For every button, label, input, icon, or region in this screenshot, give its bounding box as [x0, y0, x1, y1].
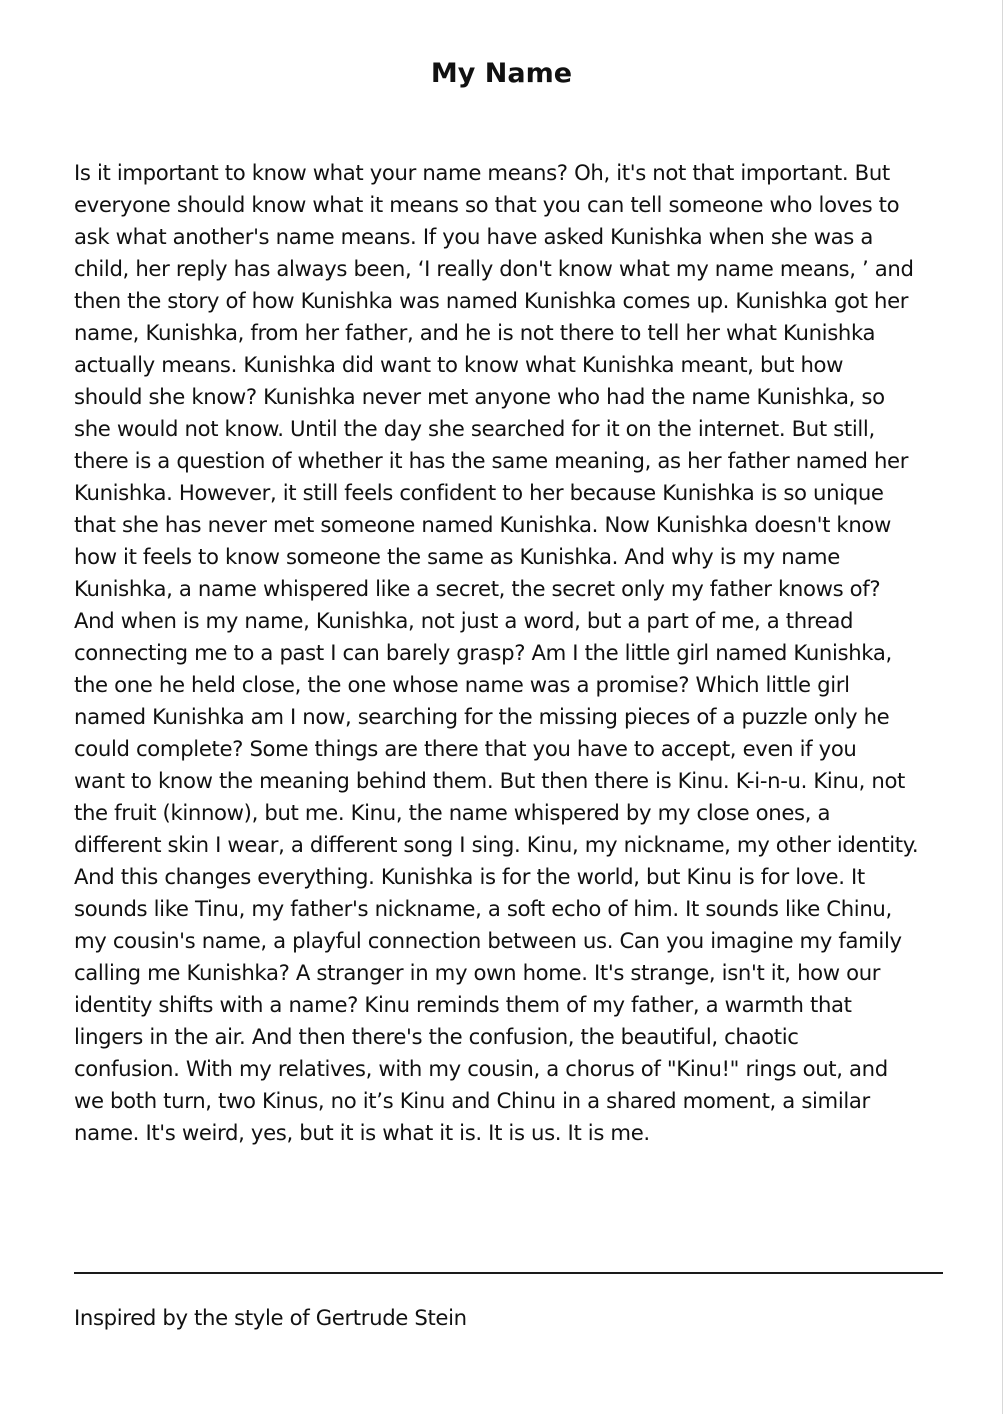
- body-line: Kunishka, a name whispered like a secret, the secret only my father knows of?: [74, 576, 881, 601]
- document-body: [74, 157, 944, 1149]
- body-line: that she has never met someone named Kunishka. Now Kunishka doesn't know: [74, 512, 892, 537]
- body-line: the one he held close, the one whose name was a promise? Which little girl: [74, 672, 850, 697]
- body-line: connecting me to a past I can barely grasp? Am I the little girl named Kunishka,: [74, 640, 892, 665]
- body-line: named Kunishka am I now, searching for the missing pieces of a puzzle only he: [74, 704, 890, 729]
- body-line: then the story of how Kunishka was named Kunishka comes up. Kunishka got her: [74, 288, 909, 313]
- body-line: she would not know. Until the day she searched for it on the internet. But still,: [74, 416, 875, 441]
- body-line: how it feels to know someone the same as Kunishka. And why is my name: [74, 544, 840, 569]
- document-title: My Name: [430, 58, 573, 89]
- body-line: ask what another's name means. If you have asked Kunishka when she was a: [74, 224, 873, 249]
- body-line: Kunishka. However, it still feels confident to her because Kunishka is so unique: [74, 480, 884, 505]
- body-line: different skin I wear, a different song I sing. Kinu, my nickname, my other identity.: [74, 832, 919, 857]
- footnote: Inspired by the style of Gertrude Stein: [74, 1305, 467, 1330]
- body-line: Is it important to know what your name means? Oh, it's not that important. But: [74, 160, 890, 185]
- body-line: And this changes everything. Kunishka is for the world, but Kinu is for love. It: [74, 864, 865, 889]
- body-line: calling me Kunishka? A stranger in my own home. It's strange, isn't it, how our: [74, 960, 881, 985]
- body-line: actually means. Kunishka did want to know what Kunishka meant, but how: [74, 352, 844, 377]
- body-line: we both turn, two Kinus, no it’s Kinu and Chinu in a shared moment, a similar: [74, 1088, 870, 1113]
- body-line: the fruit (kinnow), but me. Kinu, the name whispered by my close ones, a: [74, 800, 831, 825]
- body-line: confusion. With my relatives, with my cousin, a chorus of "Kinu!" rings out, and: [74, 1056, 888, 1081]
- body-line: could complete? Some things are there that you have to accept, even if you: [74, 736, 857, 761]
- body-line: identity shifts with a name? Kinu reminds them of my father, a warmth that: [74, 992, 852, 1017]
- body-line: there is a question of whether it has the same meaning, as her father named her: [74, 448, 909, 473]
- body-line: everyone should know what it means so that you can tell someone who loves to: [74, 192, 900, 217]
- footnote-divider: [74, 1272, 943, 1274]
- body-line: name, Kunishka, from her father, and he is not there to tell her what Kunishka: [74, 320, 876, 345]
- body-line: want to know the meaning behind them. But then there is Kinu. K-i-n-u. Kinu, not: [74, 768, 906, 793]
- body-line: And when is my name, Kunishka, not just a word, but a part of me, a thread: [74, 608, 854, 633]
- body-line: name. It's weird, yes, but it is what it is. It is us. It is me.: [74, 1120, 650, 1145]
- body-line: my cousin's name, a playful connection between us. Can you imagine my family: [74, 928, 902, 953]
- body-line: sounds like Tinu, my father's nickname, a soft echo of him. It sounds like Chinu,: [74, 896, 892, 921]
- body-line: should she know? Kunishka never met anyone who had the name Kunishka, so: [74, 384, 885, 409]
- body-line: child, her reply has always been, ‘I really don't know what my name means, ’ and: [74, 256, 914, 281]
- body-line: lingers in the air. And then there's the confusion, the beautiful, chaotic: [74, 1024, 799, 1049]
